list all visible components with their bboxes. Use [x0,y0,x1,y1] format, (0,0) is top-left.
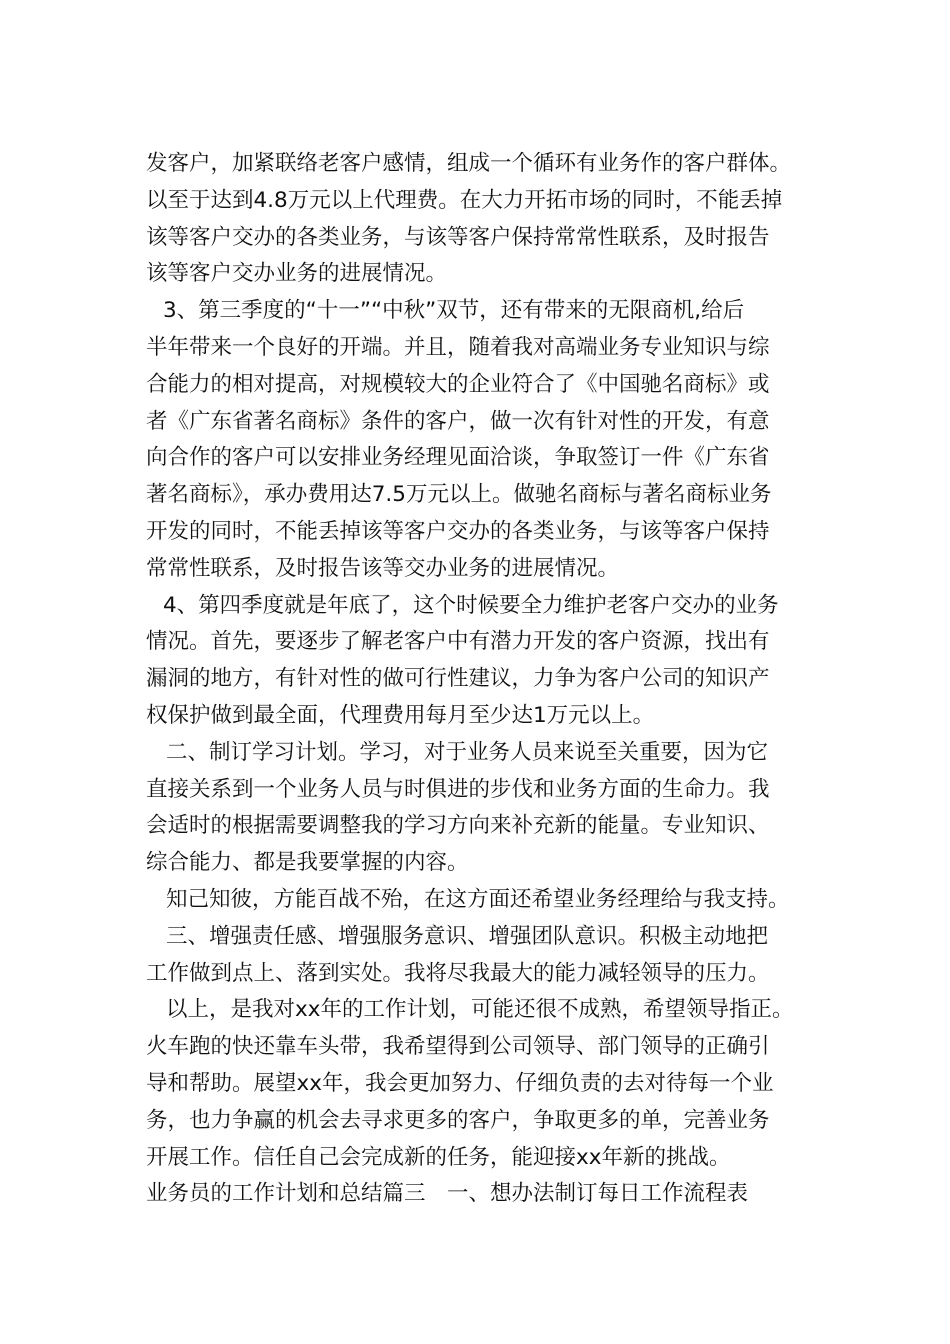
text-line: 知己知彼，方能百战不殆，在这方面还希望业务经理给与我支持。 [166,886,790,912]
text-line: 以上，是我对xx年的工作计划，可能还很不成熟，希望领导指正。 [166,997,794,1023]
text-line: 火车跑的快还靠车头带，我希望得到公司领导、部门领导的正确引 [146,1034,770,1060]
text-line: 该等客户交办的各类业务，与该等客户保持常常性联系，及时报告 [146,224,770,250]
text-line: 三、增强责任感、增强服务意识、增强团队意识。积极主动地把 [166,923,769,949]
text-line: 漏洞的地方，有针对性的做可行性建议，力争为客户公司的知识产 [146,666,770,692]
text-line: 4、第四季度就是年底了，这个时候要全力维护老客户交办的业务 [163,592,779,618]
text-line: 半年带来一个良好的开端。并且，随着我对高端业务专业知识与综 [146,334,770,360]
text-line: 向合作的客户可以安排业务经理见面洽谈，争取签订一件《广东省 [146,445,770,471]
text-line: 发客户，加紧联络老客户感情，组成一个循环有业务作的客户群体。 [146,151,792,176]
text-line: 者《广东省著名商标》条件的客户，做一次有针对性的开发，有意 [146,408,770,434]
text-line: 务，也力争赢的机会去寻求更多的客户，争取更多的单，完善业务 [146,1107,770,1133]
text-line: 3、第三季度的“十一”“中秋”双节，还有带来的无限商机,给后 [163,298,745,324]
text-line: 常常性联系，及时报告该等交办业务的进展情况。 [146,555,620,581]
text-line: 著名商标》，承办费用达7.5万元以上。做驰名商标与著名商标业务 [146,482,772,508]
text-line: 开发的同时，不能丢掉该等客户交办的各类业务，与该等客户保持 [146,518,770,544]
text-line: 该等客户交办业务的进展情况。 [146,261,448,287]
document-body [146,146,826,1213]
text-line: 会适时的根据需要调整我的学习方向来补充新的能量。专业知识、 [146,813,770,839]
text-line: 情况。首先，要逐步了解老客户中有潜力开发的客户资源，找出有 [146,629,770,655]
text-line: 导和帮助。展望xx年，我会更加努力、仔细负责的去对待每一个业 [146,1070,774,1096]
text-line: 工作做到点上、落到实处。我将尽我最大的能力减轻领导的压力。 [146,960,770,986]
section-heading-line: 业务员的工作计划和总结篇三 一、想办法制订每日工作流程表 [146,1181,749,1207]
text-line: 开展工作。信任自己会完成新的任务，能迎接xx年新的挑战。 [146,1144,731,1170]
text-line: 合能力的相对提高，对规模较大的企业符合了《中国驰名商标》或 [146,371,770,397]
text-line: 二、制订学习计划。学习，对于业务人员来说至关重要，因为它 [166,739,769,765]
text-line: 综合能力、都是我要掌握的内容。 [146,850,469,876]
text-line: 权保护做到最全面，代理费用每月至少达1万元以上。 [146,702,655,728]
text-line: 直接关系到一个业务人员与时俱进的步伐和业务方面的生命力。我 [146,776,770,802]
text-line: 以至于达到4.8万元以上代理费。在大力开拓市场的同时，不能丢掉 [146,187,783,213]
